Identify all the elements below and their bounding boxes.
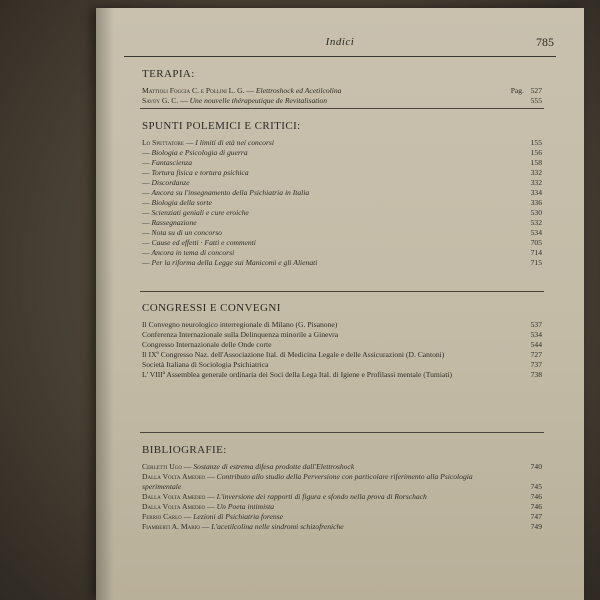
divider <box>140 108 544 109</box>
entry-title: Biologia e Psicologia di guerra <box>151 148 248 157</box>
entry-author: Savoy G. C. <box>142 96 179 105</box>
entry-page: 738 <box>530 370 542 379</box>
entry-page: 705 <box>530 238 542 247</box>
entry-title: Elettroshock ed Acetilcolina <box>255 86 342 95</box>
entry-page: 334 <box>530 188 542 197</box>
entry-page: 747 <box>530 512 542 521</box>
entry-title: Une nouvelle thérapeutique de Revitalisation <box>189 96 328 105</box>
list-item <box>142 330 542 340</box>
running-head-title: Indici <box>325 36 355 48</box>
entry-page: 527 <box>530 86 542 95</box>
list-item: — Biologia della sorte 336 <box>142 198 542 207</box>
entry-page: 715 <box>530 258 542 267</box>
divider <box>140 291 544 292</box>
entry-page: 737 <box>530 360 542 369</box>
section-terapia <box>142 68 542 106</box>
section-heading: SPUNTI POLEMICI E CRITICI: <box>142 120 301 132</box>
list-item: Fiamberti A. Mario — L'acetilcolina nelle sindromi schizofreniche 749 <box>142 522 542 531</box>
entry-page: 537 <box>530 320 542 329</box>
entry-author: Ferrio Carlo <box>142 512 182 521</box>
page-number: 785 <box>536 35 554 49</box>
entry-author: Dalla Volta Amedeo <box>142 472 206 481</box>
list-item: — Discordanze 332 <box>142 178 542 187</box>
entry-text: Il IXº Congresso Naz. dell'Associazione Ital. di Medicina Legale e delle Assicurazioni (D. Cantoni) <box>142 350 445 359</box>
entry-page: 745 <box>530 482 542 491</box>
entry-text: Congresso Internazionale delle Onde corte <box>142 340 272 349</box>
entry-title: Per la riforma della Legge sui Manicomi e gli Alienati <box>151 258 318 267</box>
entry-page: 746 <box>530 502 542 511</box>
entry-page: 155 <box>530 138 542 147</box>
section-heading: BIBLIOGRAFIE: <box>142 444 227 456</box>
list-item: — Ancora in tema di concorsi 714 <box>142 248 542 257</box>
entry-page: 332 <box>530 178 542 187</box>
entry-title: Discordanze <box>151 178 190 187</box>
entry-text: Conferenza Internazionale sulla Delinquenza minorile a Ginevra <box>142 330 339 339</box>
entry-page: 336 <box>530 198 542 207</box>
running-head <box>124 32 556 57</box>
list-item: Dalla Volta Amedeo — Un Poeta intimista 746 <box>142 502 542 511</box>
list-item: — Nota su di un concorso 534 <box>142 228 542 237</box>
list-item: Dalla Volta Amedeo — L'inversione dei rapporti di figura e sfondo nella prova di Rorschach 746 <box>142 492 542 501</box>
list-item: — Cause ed effetti · Fatti e commenti 705 <box>142 238 542 247</box>
entry-text: L' VIIIª Assemblea generale ordinaria dei Soci della Lega Ital. di Igiene e Profilassi mentale (Tumiati) <box>142 370 453 379</box>
list-item <box>142 320 542 330</box>
list-item: — Scienziati geniali e cure eroiche 530 <box>142 208 542 217</box>
entry-page: 534 <box>530 330 542 339</box>
list-item: Dalla Volta Amedeo — Contributo allo studio della Perversione con particolare riferimento alla Psicologia sperimentale 745 <box>142 472 542 491</box>
entry-page: 156 <box>530 148 542 157</box>
entry-title: Contributo allo studio della Perversione con particolare riferimento alla Psicologia sperimentale <box>142 472 473 491</box>
entry-page: 158 <box>530 158 542 167</box>
entry-title: Tortura fisica e tortura psichica <box>151 168 249 177</box>
entry-title: L'inversione dei rapporti di figura e sfondo nella prova di Rorschach <box>216 492 427 501</box>
section-heading: CONGRESSI E CONVEGNI <box>142 302 281 314</box>
entry-page: 534 <box>530 228 542 237</box>
list-item: Savoy G. C. — Une nouvelle thérapeutique de Revitalisation 555 <box>142 96 542 105</box>
entry-title: Ancora su l'insegnamento della Psichiatria in Italia <box>151 188 310 197</box>
list-item: Cerletti Ugo — Sostanze di estrema difesa prodotte dall'Elettroshock 740 <box>142 462 542 471</box>
entry-title: Nota su di un concorso <box>151 228 222 237</box>
divider <box>140 432 544 433</box>
list-item: Mattioli Foggia C. e Pollini L. G. — Elettroshock ed Acetilcolina Pag. 527 <box>142 86 542 95</box>
entry-page: 740 <box>530 462 542 471</box>
entry-page: 749 <box>530 522 542 531</box>
entry-title: I limiti di età nei concorsi <box>195 138 274 147</box>
list-item: Lo Spettatore — I limiti di età nei concorsi 155 <box>142 138 542 147</box>
list-item <box>142 360 542 370</box>
entry-author: Mattioli Foggia C. e Pollini L. G. <box>142 86 245 95</box>
list-item: Ferrio Carlo — Lezioni di Psichiatria forense 747 <box>142 512 542 521</box>
list-item: — Fantascienza 158 <box>142 158 542 167</box>
entry-title: Sostanze di estrema difesa prodotte dall'Elettroshock <box>193 462 355 471</box>
entry-title: Ancora in tema di concorsi <box>151 248 235 257</box>
entry-title: Rassegnazione <box>151 218 197 227</box>
entry-title: Lezioni di Psichiatria forense <box>193 512 283 521</box>
page-label: Pag. <box>510 86 524 95</box>
entry-title: Fantascienza <box>151 158 192 167</box>
list-item: — Tortura fisica e tortura psichica 332 <box>142 168 542 177</box>
entry-title: Biologia della sorte <box>151 198 212 207</box>
section-bibliografie <box>142 444 542 532</box>
list-item: — Rassegnazione 532 <box>142 218 542 227</box>
entry-author: Cerletti Ugo <box>142 462 182 471</box>
entry-author: Fiamberti A. Mario <box>142 522 200 531</box>
entry-page: 532 <box>530 218 542 227</box>
list-item: — Per la riforma della Legge sui Manicomi e gli Alienati 715 <box>142 258 542 267</box>
entry-page: 714 <box>530 248 542 257</box>
list-item <box>142 370 542 380</box>
entry-page: 544 <box>530 340 542 349</box>
entry-author: Dalla Volta Amedeo <box>142 492 206 501</box>
entry-page: 530 <box>530 208 542 217</box>
entry-page: 555 <box>530 96 542 105</box>
entry-title: Cause ed effetti · Fatti e commenti <box>151 238 256 247</box>
entry-text: Società Italiana di Sociologia Psichiatrica <box>142 360 269 369</box>
list-item: — Biologia e Psicologia di guerra 156 <box>142 148 542 157</box>
list-item <box>142 340 542 350</box>
entry-page: 332 <box>530 168 542 177</box>
entry-page: 727 <box>530 350 542 359</box>
list-item: — Ancora su l'insegnamento della Psichiatria in Italia 334 <box>142 188 542 197</box>
section-spunti <box>142 120 542 268</box>
book-page <box>96 8 584 600</box>
section-congressi <box>142 302 542 380</box>
entry-text: Il Convegno neurologico interregionale di Milano (G. Pisanone) <box>142 320 338 329</box>
list-item <box>142 350 542 360</box>
entry-page: 746 <box>530 492 542 501</box>
entry-author: Lo Spettatore <box>142 138 184 147</box>
entry-title: L'acetilcolina nelle sindromi schizofreniche <box>211 522 344 531</box>
section-heading: TERAPIA: <box>142 68 195 80</box>
entry-author: Dalla Volta Amedeo <box>142 502 206 511</box>
entry-title: Scienziati geniali e cure eroiche <box>151 208 249 217</box>
entry-title: Un Poeta intimista <box>216 502 275 511</box>
